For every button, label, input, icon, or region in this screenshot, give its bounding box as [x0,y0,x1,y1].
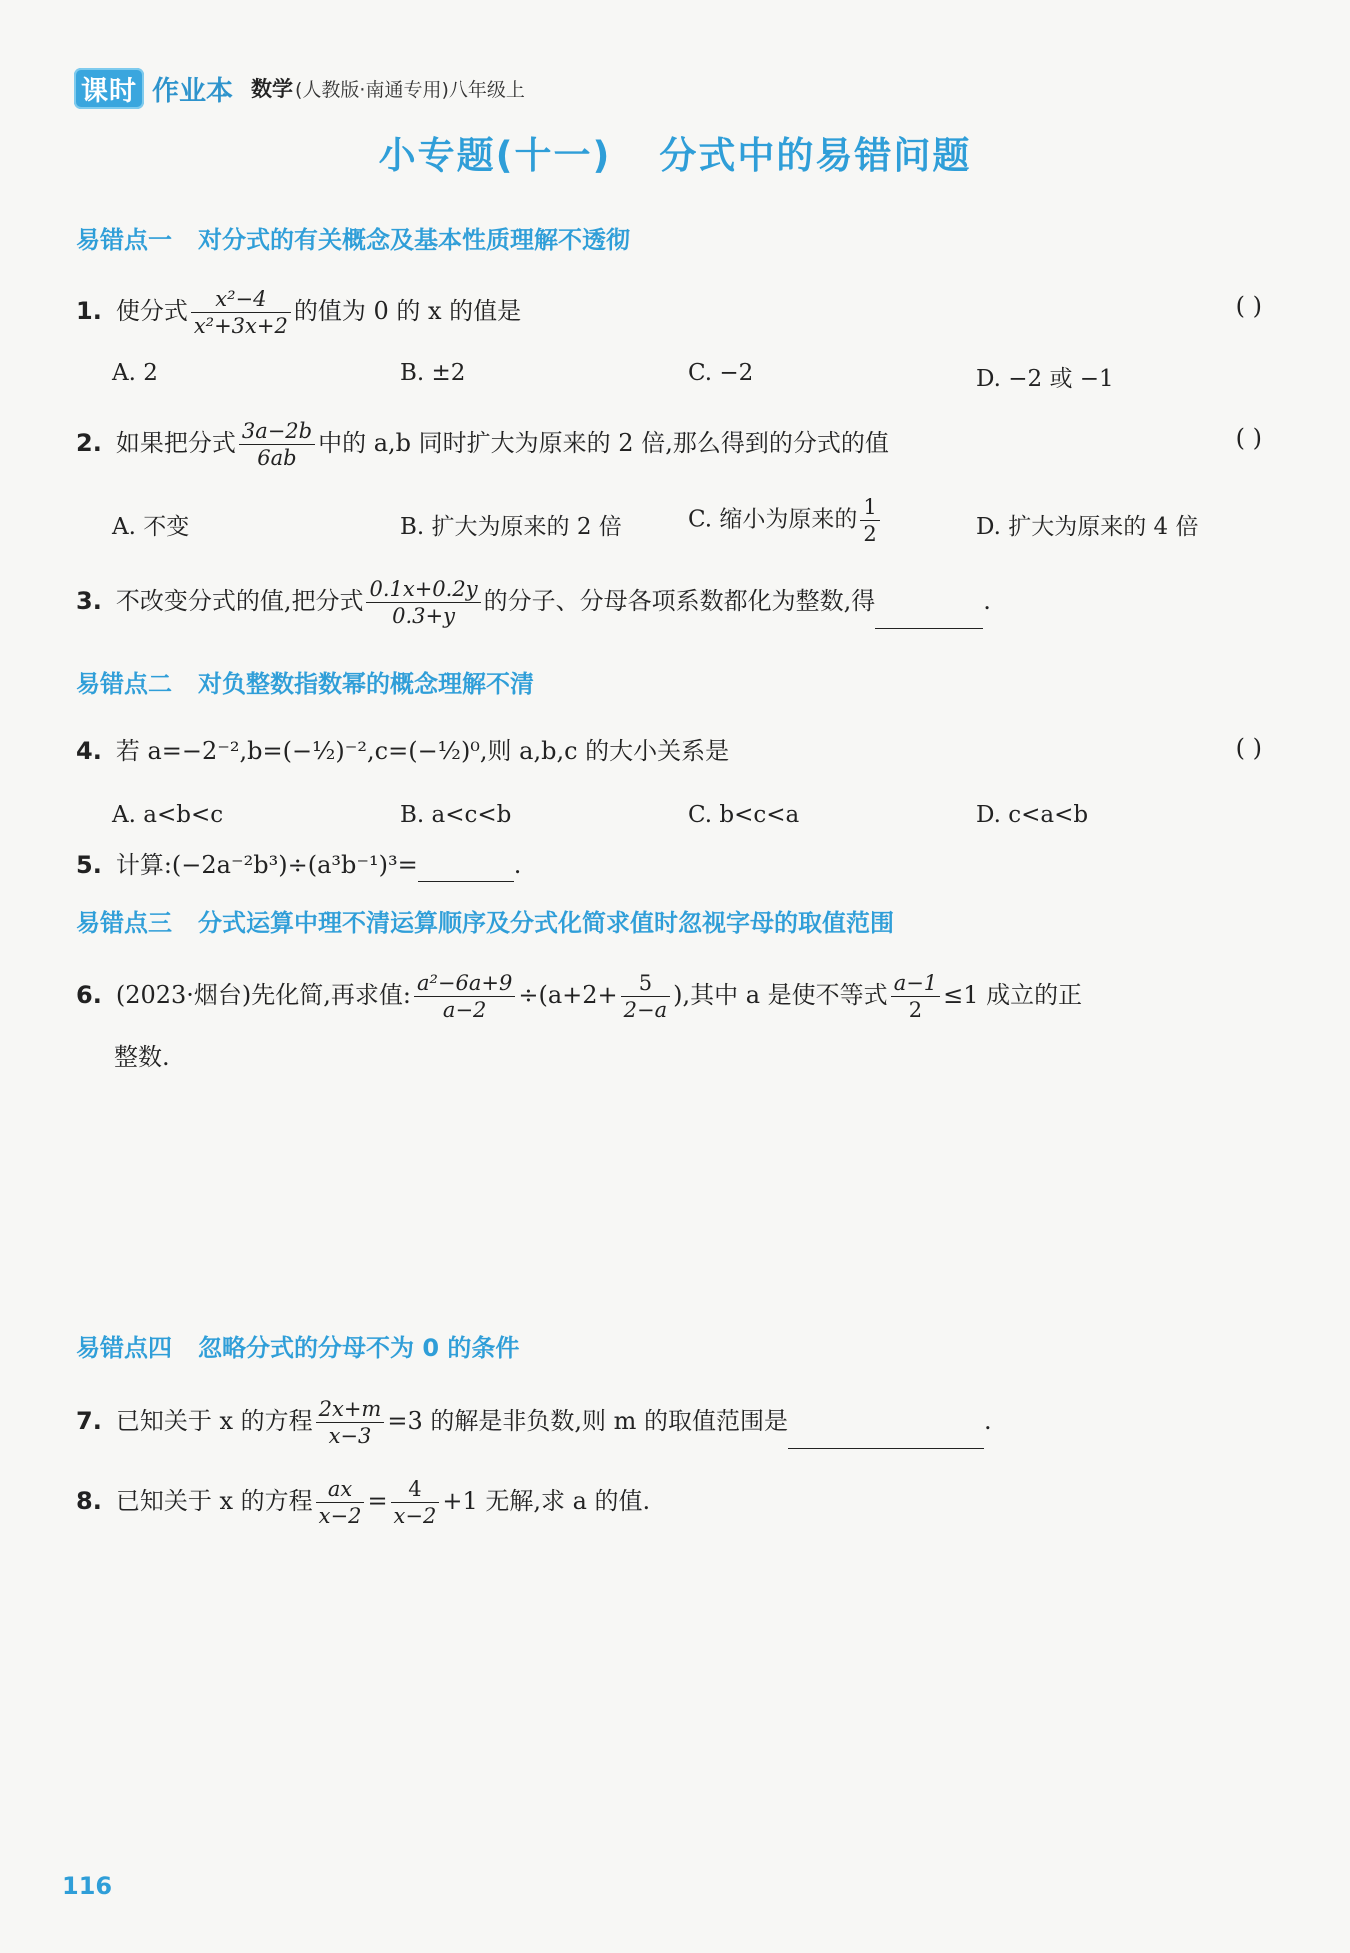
question-6 [76,970,1082,1023]
question-text: 如果把分式 [115,429,236,457]
section-text: 忽略分式的分母不为 0 的条件 [198,1334,520,1362]
section-heading-2 [76,664,534,699]
fraction-denominator: 6ab [257,446,297,470]
answer-paren: ( ) [1235,424,1262,452]
fraction [621,970,670,1023]
fraction [316,1396,385,1449]
fraction [366,576,480,629]
fraction [891,970,940,1023]
fraction-denominator: x−2 [393,1504,437,1528]
option-b: B. 扩大为原来的 2 倍 [400,514,622,540]
fraction-numerator: ax [316,1476,365,1503]
question-text: 已知关于 x 的方程 [115,1487,313,1515]
fraction-denominator: x−2 [318,1504,362,1528]
option-c [688,494,883,547]
question-end: . [513,851,522,879]
section-label: 易错点三 [76,909,172,937]
question-text: 的值为 0 的 x 的值是 [293,297,522,325]
fraction [391,1476,440,1529]
page-title [0,125,1350,179]
question-number: 5. [76,851,102,879]
fraction-numerator: a²−6a+9 [414,970,515,997]
fraction-denominator: a−2 [442,998,487,1022]
question-3 [76,576,991,629]
fraction-numerator: 3a−2b [239,418,315,445]
question-text: 中的 a,b 同时扩大为原来的 2 倍,那么得到的分式的值 [318,429,889,457]
option-b: B. a<c<b [400,802,512,828]
fraction-denominator: 2 [908,998,923,1022]
section-text: 对负整数指数幂的概念理解不清 [198,670,534,698]
section-label: 易错点四 [76,1334,172,1362]
question-number: 8. [76,1487,102,1515]
question-5 [76,848,521,882]
question-number: 1. [76,297,102,325]
question-end: . [984,1407,992,1435]
title-part-2: 分式中的易错问题 [659,134,972,177]
title-part-1: 小专题(十一) [378,134,612,177]
question-text: ÷(a+2+ [518,981,618,1009]
option-d: D. −2 或 −1 [976,366,1114,392]
answer-area-q6[interactable] [76,1090,1266,1320]
question-number: 3. [76,587,102,615]
fraction [239,418,315,471]
brand-name: 作业本 [152,75,233,107]
question-text: ≤1 成立的正 [943,981,1083,1009]
question-number: 4. [76,737,102,765]
fraction-denominator: x²+3x+2 [193,314,288,338]
fraction-numerator: 0.1x+0.2y [366,576,480,603]
question-8 [76,1476,650,1529]
question-text: 已知关于 x 的方程 [115,1407,313,1435]
question-number: 7. [76,1407,102,1435]
fraction-denominator: 2 [863,522,877,546]
answer-blank[interactable] [788,1420,984,1449]
brand-header [74,68,525,108]
section-label: 易错点一 [76,226,172,254]
section-text: 分式运算中理不清运算顺序及分式化简求值时忽视字母的取值范围 [198,909,894,937]
fraction-denominator: 0.3+y [392,604,455,628]
option-b: B. ±2 [400,360,466,386]
question-7 [76,1396,992,1449]
option-a: A. a<b<c [112,802,224,828]
question-text: 若 a=−2⁻²,b=(−½)⁻²,c=(−½)⁰,则 a,b,c 的大小关系是 [115,737,730,765]
option-a: A. 2 [112,360,158,386]
question-text: (2023·烟台)先化简,再求值: [115,981,411,1009]
answer-paren: ( ) [1235,292,1262,320]
fraction [316,1476,365,1529]
question-text: 的分子、分母各项系数都化为整数,得 [483,587,876,615]
question-2 [76,418,889,471]
fraction [191,286,291,339]
fraction [414,970,515,1023]
fraction-numerator: x²−4 [191,286,291,313]
question-text: +1 无解,求 a 的值. [442,1487,651,1515]
option-c-text: C. 缩小为原来的 [688,506,858,533]
page-number: 116 [62,1872,113,1900]
section-label: 易错点二 [76,670,172,698]
fraction-numerator: 1 [860,494,879,521]
question-6-line-2: 整数. [114,1043,170,1071]
section-text: 对分式的有关概念及基本性质理解不透彻 [198,226,630,254]
fraction-numerator: 5 [621,970,670,997]
fraction-numerator: 2x+m [316,1396,385,1423]
fraction-denominator: x−3 [328,1424,372,1448]
question-number: 6. [76,981,102,1009]
section-heading-4 [76,1328,519,1363]
option-c: C. b<c<a [688,802,800,828]
option-d: D. 扩大为原来的 4 倍 [976,514,1199,540]
fraction [860,494,879,547]
answer-blank[interactable] [418,853,514,882]
question-text: ),其中 a 是使不等式 [673,981,888,1009]
question-end: . [983,587,991,615]
fraction-numerator: 4 [391,1476,440,1503]
brand-logo-badge: 课时 [74,68,144,109]
subject-label: 数学 [251,77,293,101]
fraction-denominator: 2−a [623,998,668,1022]
option-d: D. c<a<b [976,802,1089,828]
option-a: A. 不变 [112,514,190,540]
section-heading-1 [76,220,630,255]
answer-blank[interactable] [875,600,983,629]
section-heading-3 [76,903,894,938]
question-text: 计算:(−2a⁻²b³)÷(a³b⁻¹)³= [115,851,418,879]
question-1 [76,286,521,339]
fraction-numerator: a−1 [891,970,940,997]
equals-sign: = [367,1487,388,1515]
question-4 [76,734,729,768]
question-number: 2. [76,429,102,457]
answer-area-q8[interactable] [76,1540,1266,1840]
option-c: C. −2 [688,360,754,386]
question-text: =3 的解是非负数,则 m 的取值范围是 [387,1407,788,1435]
answer-paren: ( ) [1235,734,1262,762]
edition-label: (人教版·南通专用)八年级上 [295,78,525,101]
question-text: 使分式 [115,297,188,325]
question-text: 不改变分式的值,把分式 [115,587,364,615]
